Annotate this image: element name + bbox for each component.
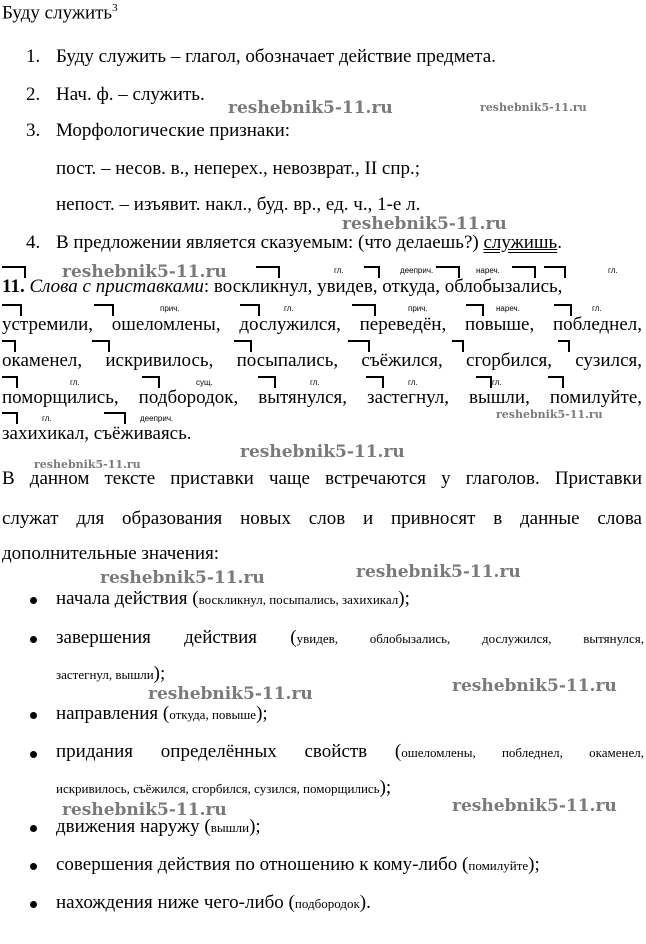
prefix-mark	[366, 376, 384, 388]
prefix-mark	[92, 340, 110, 352]
paragraph-line: дополнительные значения:	[2, 543, 220, 564]
bullet-text: совершения действия по отношению к кому-либо (помилуйте);	[56, 854, 540, 875]
task-line-1: 11. Слова с приставками: воскликнул, увидев, откуда, облобызались,	[2, 276, 563, 297]
pos-label: гл.	[408, 378, 418, 387]
task-line-4: поморщились, подбородок, вытянулся, застегнул, вышли, помилуйте,	[2, 387, 642, 408]
prefix-mark	[142, 376, 160, 388]
bullet-icon	[30, 825, 37, 832]
prefix-mark	[466, 304, 484, 316]
list-item-text: пост. – несов. в., неперех., невозврат., II спр.;	[56, 158, 421, 179]
title-sup: 3	[112, 2, 118, 14]
bullet-text: начала действия (воскликнул, посыпались, захихикал);	[56, 588, 410, 609]
bullet-text-cont: искривилось, съёжился, сгорбился, сузился, поморщились);	[56, 777, 392, 798]
list-item: 3.	[26, 120, 41, 141]
prefix-mark	[2, 304, 22, 316]
prefix-mark	[352, 304, 376, 316]
watermark: reshebnik5-11.ru	[240, 442, 405, 462]
list-item: 1.	[26, 46, 41, 67]
pos-label: гл.	[608, 266, 618, 275]
prefix-mark	[436, 266, 460, 278]
pos-label: гл.	[592, 304, 602, 313]
bullet-icon	[30, 636, 37, 643]
prefix-mark	[2, 266, 26, 278]
task-number: 11.	[2, 276, 25, 297]
bullet-icon	[30, 712, 37, 719]
prefix-mark	[452, 340, 464, 352]
prefix-mark	[256, 266, 280, 278]
watermark: reshebnik5-11.ru	[452, 796, 617, 816]
watermark: reshebnik5-11.ru	[100, 568, 265, 588]
task-line-5: захихикал, съёживаясь.	[2, 423, 192, 444]
list-item: 2.	[26, 84, 41, 105]
prefix-mark	[94, 304, 114, 316]
bullet-icon	[30, 597, 37, 604]
bullet-text: придания определённых свойств (ошеломлены, побледнел, окаменел,	[56, 741, 644, 762]
watermark: reshebnik5-11.ru	[356, 562, 521, 582]
bullet-icon	[30, 901, 37, 908]
title-text: Буду служить	[2, 2, 113, 24]
prefix-mark	[258, 376, 276, 388]
watermark: reshebnik5-11.ru	[496, 408, 603, 421]
pos-label: нареч.	[496, 304, 520, 313]
watermark: reshebnik5-11.ru	[34, 458, 141, 471]
prefix-mark	[476, 376, 492, 388]
list-item-text: Буду служить – глагол, обозначает действие предмета.	[56, 46, 496, 67]
task-line-3: окаменел, искривилось, посыпались, съёжился, сгорбился, сузился,	[2, 350, 642, 371]
pos-label: прич.	[408, 304, 428, 313]
list-item-text: непост. – изъявит. накл., буд. вр., ед. ч., 1-е л.	[56, 194, 421, 215]
list-item-text: Нач. ф. – служить.	[56, 84, 205, 105]
bullet-icon	[30, 751, 37, 758]
prefix-mark	[364, 266, 380, 278]
pos-label: нареч.	[476, 266, 500, 275]
prefix-mark	[554, 304, 572, 316]
list-item: 4.	[26, 232, 41, 253]
prefix-mark	[234, 340, 252, 352]
task-line-2: устремили, ошеломлены, дослужился, переведён, повыше, побледнел,	[2, 314, 642, 335]
pos-label: сущ.	[196, 378, 213, 387]
pos-label: гл.	[70, 378, 80, 387]
watermark: reshebnik5-11.ru	[148, 684, 313, 704]
prefix-mark	[2, 340, 16, 352]
pos-label: гл.	[284, 304, 294, 313]
prefix-mark	[512, 266, 536, 278]
bullet-icon	[30, 863, 37, 870]
page-title	[2, 2, 118, 24]
watermark: reshebnik5-11.ru	[228, 98, 393, 118]
task-heading: Слова с приставками	[29, 276, 204, 297]
prefix-mark	[558, 340, 570, 352]
pos-label: прич.	[160, 304, 180, 313]
bullet-text: нахождения ниже чего-либо (подбородок).	[56, 892, 371, 913]
pos-label: гл.	[492, 378, 502, 387]
bullet-text: движения наружу (вышли);	[56, 816, 261, 837]
underlined-word: служишь	[483, 232, 558, 253]
watermark: reshebnik5-11.ru	[62, 262, 227, 282]
bullet-text-cont: застегнул, вышли);	[56, 663, 166, 684]
paragraph-line: В данном тексте приставки чаще встречаются у глаголов. Приставки	[2, 468, 642, 489]
prefix-mark	[240, 304, 260, 316]
prefix-mark	[104, 412, 126, 424]
prefix-mark	[348, 340, 370, 352]
prefix-mark	[2, 412, 18, 424]
list-item-text: Морфологические признаки:	[56, 120, 291, 141]
pos-label: дееприч.	[400, 266, 434, 275]
prefix-mark	[548, 376, 564, 388]
prefix-mark	[2, 376, 18, 388]
pos-label: гл.	[42, 414, 52, 423]
paragraph-line: служат для образования новых слов и привносят в данные слова	[2, 508, 642, 529]
watermark: reshebnik5-11.ru	[452, 676, 617, 696]
pos-label: дееприч.	[140, 414, 174, 423]
pos-label: гл.	[310, 378, 320, 387]
bullet-text: завершения действия (увидев, облобызались, дослужился, вытянулся,	[56, 627, 644, 648]
prefix-mark	[544, 266, 566, 278]
pos-label: гл.	[334, 266, 344, 275]
watermark: reshebnik5-11.ru	[342, 214, 507, 234]
list-item-text: В предложении является сказуемым: (что делаешь?) служишь.	[56, 232, 562, 253]
bullet-text: направления (откуда, повыше);	[56, 703, 268, 724]
watermark: reshebnik5-11.ru	[62, 800, 227, 820]
watermark: reshebnik5-11.ru	[480, 101, 587, 114]
